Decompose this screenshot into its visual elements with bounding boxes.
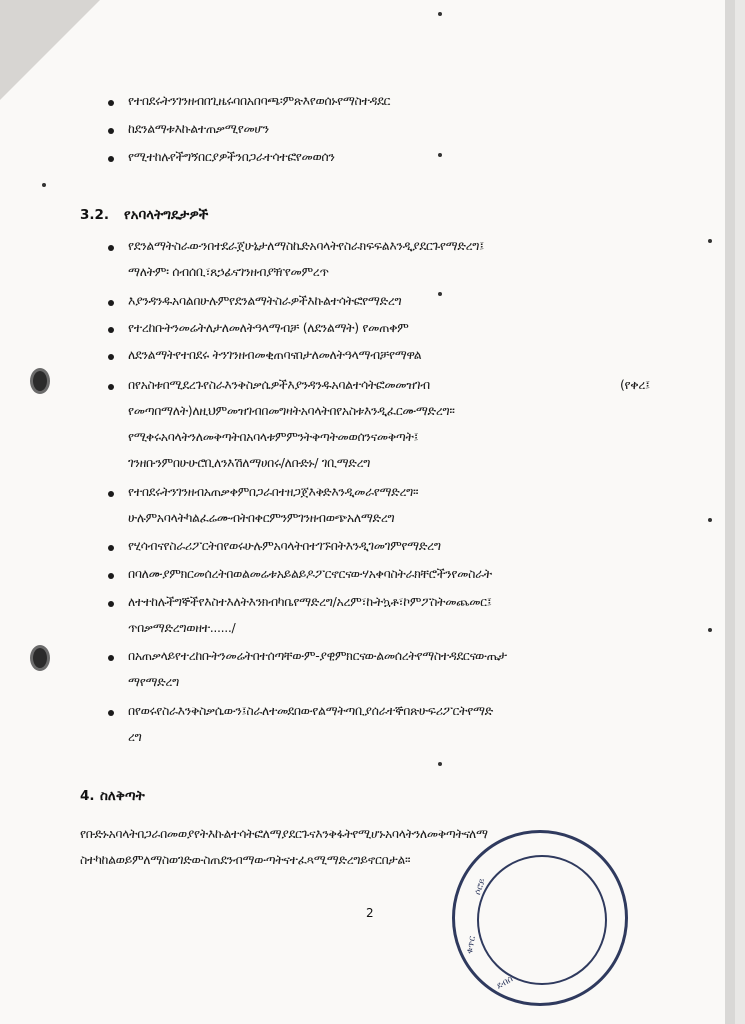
list-item-line: በየወሩየስራእንቅስቃሴውን፤ስራለተመደበውየልማትጣቢያሰራተኞበጽሁፍሪፖርትየማድ: [128, 703, 493, 718]
list-item-line: የተረከቡትንመሬትለታለመለትዓላማብቻ (ለደንልማት) የመጠቀም: [128, 320, 409, 335]
list-item-line: የመጣበማለት)ለዚህምመዝገብበመግዛትአባላትበየአስቱእንዲፈርሙማድረግ፡፡: [128, 403, 455, 418]
bullet-icon: [108, 327, 114, 333]
bullet-icon: [108, 128, 114, 134]
list-item-line: በየአስቱበሚደረጉየስራእንቅስቃሴዎችእያንዳንዱአባልተሳትፎመመዝገብ: [128, 377, 430, 392]
list-item-line: ለተተከሉችግኞችየእስተእለትእንክብካቤየማድረግ/አረም፣ኩትኳቶ፣ኮምፖስትመጨመር፤: [128, 594, 492, 609]
speck: [708, 518, 712, 522]
section-number: 3.2.: [80, 207, 110, 223]
punch-hole: [30, 368, 50, 394]
bullet-icon: [108, 354, 114, 360]
section-title: ስለቅጣት: [100, 788, 145, 804]
paragraph-line: የቡድኑአባላትበጋራበመወያየትእኩልተሳትፎለማያደርጉናእንቅፋትየሚሆኑአባላትንለመቅጣትናለማ: [80, 826, 488, 841]
speck: [438, 292, 442, 296]
list-item-line: ጥበቃማድረግወዘተ....../: [128, 620, 236, 635]
list-item-aside: (የቀረ፤: [620, 377, 650, 392]
list-item-line: በአጠቃላይየተረከቡትንመሬትበተሰጣቸውም-ያዊምክርናውልመሰረትየማስተዳደርናውጤታ: [128, 648, 507, 663]
list-item: ከደንልማቱእኩልተጠቃሚየመሆን: [128, 121, 269, 136]
bullet-icon: [108, 573, 114, 579]
bullet-icon: [108, 156, 114, 162]
section-number: 4.: [80, 788, 95, 804]
bullet-icon: [108, 100, 114, 106]
bullet-icon: [108, 491, 114, 497]
list-item-line: ረግ: [128, 729, 142, 744]
page-number: 2: [366, 906, 374, 920]
folded-corner: [0, 0, 100, 100]
bullet-icon: [108, 655, 114, 661]
stamp-text: ቁጥር: [465, 935, 478, 955]
speck: [708, 239, 712, 243]
list-item-line: ገንዘቡንምበሁሁሮቢለንእሽለማሀበሩ/ለቡድኑ/ ገቢማድረግ: [128, 455, 371, 470]
bullet-icon: [108, 384, 114, 390]
official-stamp: [452, 830, 628, 1006]
speck: [708, 628, 712, 632]
stamp-text: ሶሮይ: [473, 877, 489, 897]
list-item-line: ማለትም፡ ሰብሰቢ፣ጸኃፊናገንዘብያዥየመምረጥ: [128, 264, 329, 279]
list-item-line: የሚቀሩአባላትንለመቅጣትበአባላቱምምንትቅጣትመወሰንናመቅጣት፤: [128, 429, 419, 444]
paragraph-line: ስተካከልወይምለማስወገድውስጠደንብማውጣትናተፈጻሚማድረግይኖርበታል፡፡: [80, 852, 411, 867]
list-item-line: ማየማድረግ: [128, 674, 179, 689]
speck: [42, 183, 46, 187]
list-item-line: የደንልማትስራውንበተደራጀሁኔታለማስኬድአባላትየስራክፍፍልእንዲያደርጉየማድረግ፤: [128, 238, 484, 253]
list-item-line: ለደንልማትየተበደሩ ትንገንዘብመቂጠባናበታለመለትዓላማብቻየማዋል: [128, 347, 422, 362]
list-item-line: የተበደሩትንገንዘብአጠቃቀምበጋራበተዘጋጀእቅድእንዲመራየማድረግ፡፡: [128, 484, 419, 499]
list-item: የተበደሩትንገንዘብበጊዜሩባበአበባጫ፡ምጽእየወሰኑየማስተዳደር: [128, 93, 391, 108]
bullet-icon: [108, 245, 114, 251]
speck: [438, 762, 442, 766]
bullet-icon: [108, 710, 114, 716]
list-item: የሚተከሉየችግኝበርያዎችንበጋራተሳተፎየመወሰን: [128, 149, 335, 164]
list-item-line: እያንዳንዱአባልበሁሉምየደንልማትስራዎችእኩልተሳትፎየማድረግ: [128, 293, 402, 308]
speck: [438, 153, 442, 157]
bullet-icon: [108, 545, 114, 551]
stamp-text: ደብሰ: [495, 974, 516, 992]
list-item-line: ሁሉምአባላትካልፈሬሙብትበቀርምንምገንዘብወጭአለማድረግ: [128, 510, 395, 525]
section-title: የአባላትግዴታዎች: [124, 207, 209, 223]
list-item-line: የሂሳብናየስራሪፖርትበየወሩሁሉምአባላትበተገኙበትእንዲገመገምየማድረግ: [128, 538, 441, 553]
bullet-icon: [108, 601, 114, 607]
speck: [438, 12, 442, 16]
page-edge: [725, 0, 735, 1024]
list-item-line: በባለሙያምክርመሰረትበወልመሬቱአይልይዶፖርኖርናውሃአቀባስትራክቸሮችንየመስራት: [128, 566, 492, 581]
stamp-inner-ring: [477, 855, 607, 985]
punch-hole: [30, 645, 50, 671]
bullet-icon: [108, 300, 114, 306]
